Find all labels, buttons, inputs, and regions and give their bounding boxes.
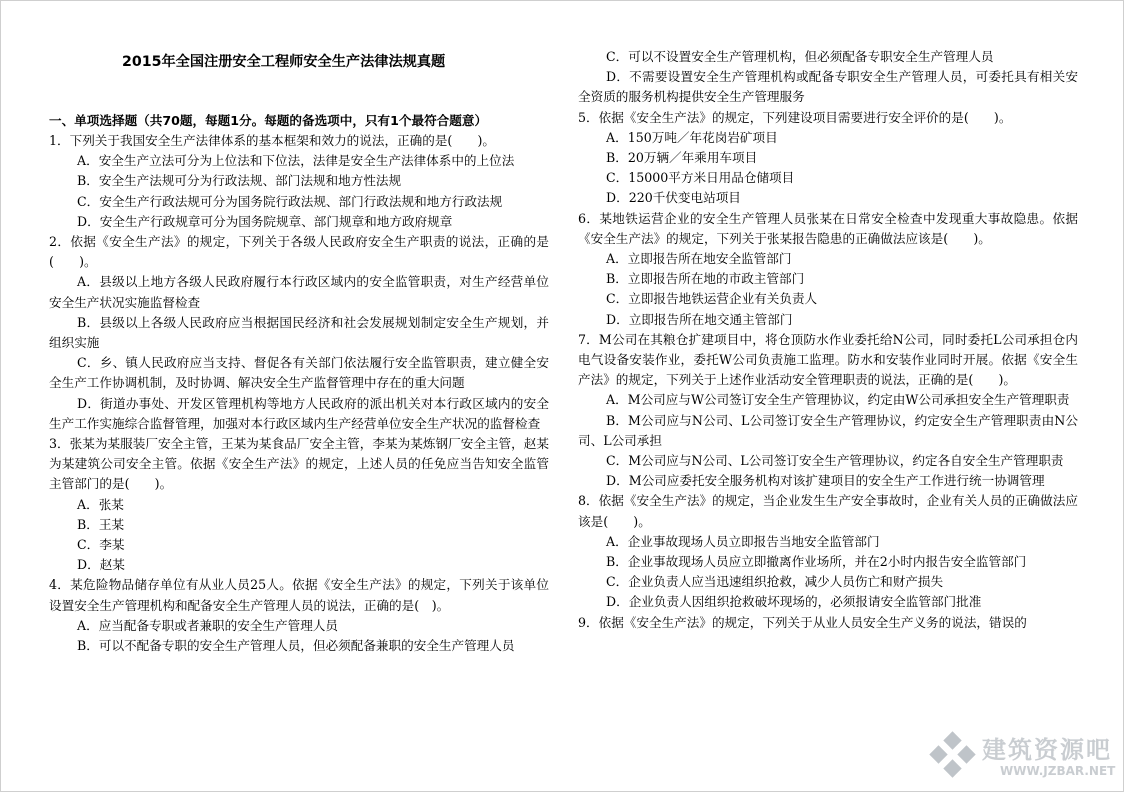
answer-option: A．安全生产立法可分为上位法和下位法，法律是安全生产法律体系中的上位法 <box>77 153 515 169</box>
answer-option: C．15000平方米日用品仓储项目 <box>606 170 795 186</box>
document-title: 2015年全国注册安全工程师安全生产法律法规真题 <box>122 54 446 70</box>
answer-option: B．企业事故现场人员应立即撤离作业场所，并在2小时内报告安全监管部门 <box>606 554 1027 570</box>
answer-option: D．不需要设置安全生产管理机构或配备专职安全生产管理人员，可委托具有相关安全资质的服务机构提供安全生产管理服务 <box>578 69 1078 105</box>
answer-option: B．王某 <box>77 516 125 532</box>
answer-option: D．街道办事处、开发区管理机构等地方人民政府的派出机关对本行政区域内的安全生产工作实施综合监督管理，加强对本行政区域内生产经营单位安全生产状况的监督检查 <box>49 395 549 431</box>
left-question-list <box>49 131 549 656</box>
answer-option: B．可以不配备专职的安全生产管理人员，但必须配备兼职的安全生产管理人员 <box>77 638 515 654</box>
answer-option: A．张某 <box>77 496 124 512</box>
answer-option: C．立即报告地铁运营企业有关负责人 <box>606 291 818 307</box>
answer-option: D．企业负责人因组织抢救破坏现场的，必须报请安全监管部门批准 <box>606 594 982 610</box>
section-heading: 一、单项选择题（共70题，每题1分。每题的备选项中，只有1个最符合题意） <box>49 113 488 128</box>
watermark-logo-icon <box>929 745 947 763</box>
question-stem: 5．依据《安全生产法》的规定，下列建设项目需要进行安全评价的是( )。 <box>578 109 1012 125</box>
answer-option: A．应当配备专职或者兼职的安全生产管理人员 <box>77 617 338 633</box>
answer-option: D．220千伏变电站项目 <box>606 190 741 206</box>
answer-option: C．M公司应与N公司、L公司签订安全生产管理协议，约定各自安全生产管理职责 <box>606 453 1064 469</box>
question-stem: 1．下列关于我国安全生产法律体系的基本框架和效力的说法，正确的是( )。 <box>49 133 496 148</box>
answer-option: B．M公司应与N公司、L公司签订安全生产管理协议，约定安全生产管理职责由N公司、L公司承担 <box>578 412 1078 448</box>
watermark-logo-icon <box>943 731 961 749</box>
answer-option: B．20万辆／年乘用车项目 <box>606 150 758 166</box>
watermark-url: WWW.JZBAR.NET <box>1000 764 1116 778</box>
question-stem: 7．M公司在其粮仓扩建项目中，将仓顶防水作业委托给N公司，同时委托L公司承担仓内电气设备安装作业，委托W公司负责施工监理。防水和安装作业同时开展。依据《安全生产法》的规定，下列关于上述作业活动安全管理职责的说法，正确的是( )。 <box>578 331 1078 388</box>
answer-option: C．乡、镇人民政府应当支持、督促各有关部门依法履行安全监管职责，建立健全安全生产工作协调机制，及时协调、解决安全生产监督管理中存在的重大问题 <box>49 355 549 391</box>
answer-option: C．安全生产行政法规可分为国务院行政法规、部门行政法规和地方行政法规 <box>77 193 503 209</box>
watermark-logo-icon <box>957 745 975 763</box>
question-stem: 4．某危险物品储存单位有从业人员25人。依据《安全生产法》的规定，下列关于该单位设置安全生产管理机构和配备安全生产管理人员的说法，正确的是( )。 <box>49 577 549 613</box>
question-stem: 3．张某为某服装厂安全主管，王某为某食品厂安全主管，李某为某炼钢厂安全主管，赵某为某建筑公司安全主管。依据《安全生产法》的规定，上述人员的任免应当告知安全监管主管部门的是( )。 <box>49 436 549 492</box>
answer-option: A．150万吨／年花岗岩矿项目 <box>606 129 778 145</box>
answer-option: C．李某 <box>77 537 125 553</box>
answer-option: A．M公司应与W公司签订安全生产管理协议，约定由W公司承担安全生产管理职责 <box>606 392 1070 408</box>
answer-option: C．可以不设置安全生产管理机构，但必须配备专职安全生产管理人员 <box>606 49 994 64</box>
answer-option: C．企业负责人应当迅速组织抢救，减少人员伤亡和财产损失 <box>606 574 944 590</box>
answer-option: B．立即报告所在地的市政主管部门 <box>606 271 805 287</box>
watermark-logo-icon <box>943 759 961 777</box>
question-stem: 8．依据《安全生产法》的规定，当企业发生生产安全事故时，企业有关人员的正确做法应该是( )。 <box>578 493 1078 529</box>
watermark-name: 建筑资源吧 <box>982 736 1112 764</box>
answer-option: D．M公司应委托安全服务机构对该扩建项目的安全生产工作进行统一协调管理 <box>606 473 1045 489</box>
answer-option: A．立即报告所在地安全监管部门 <box>606 251 792 267</box>
question-stem: 2．依据《安全生产法》的规定，下列关于各级人民政府安全生产职责的说法，正确的是( )。 <box>49 234 549 270</box>
answer-option: D．安全生产行政规章可分为国务院规章、部门规章和地方政府规章 <box>77 213 453 229</box>
question-stem: 9．依据《安全生产法》的规定，下列关于从业人员安全生产义务的说法，错误的 <box>578 614 1027 630</box>
answer-option: B．县级以上各级人民政府应当根据国民经济和社会发展规划制定安全生产规划，并组织实施 <box>49 314 549 351</box>
site-watermark <box>922 724 1116 786</box>
answer-option: A．企业事故现场人员立即报告当地安全监管部门 <box>606 533 880 549</box>
question-stem: 6．某地铁运营企业的安全生产管理人员张某在日常安全检查中发现重大事故隐患。依据《安全生产法》的规定，下列关于张某报告隐患的正确做法应该是( )。 <box>578 210 1078 246</box>
answer-option: D．赵某 <box>77 557 125 573</box>
right-question-list <box>578 47 1078 633</box>
answer-option: A．县级以上地方各级人民政府履行本行政区域内的安全监管职责，对生产经营单位安全生产状况实施监督检查 <box>49 274 549 310</box>
answer-option: D．立即报告所在地交通主管部门 <box>606 311 793 327</box>
answer-option: B．安全生产法规可分为行政法规、部门法规和地方性法规 <box>77 173 402 189</box>
